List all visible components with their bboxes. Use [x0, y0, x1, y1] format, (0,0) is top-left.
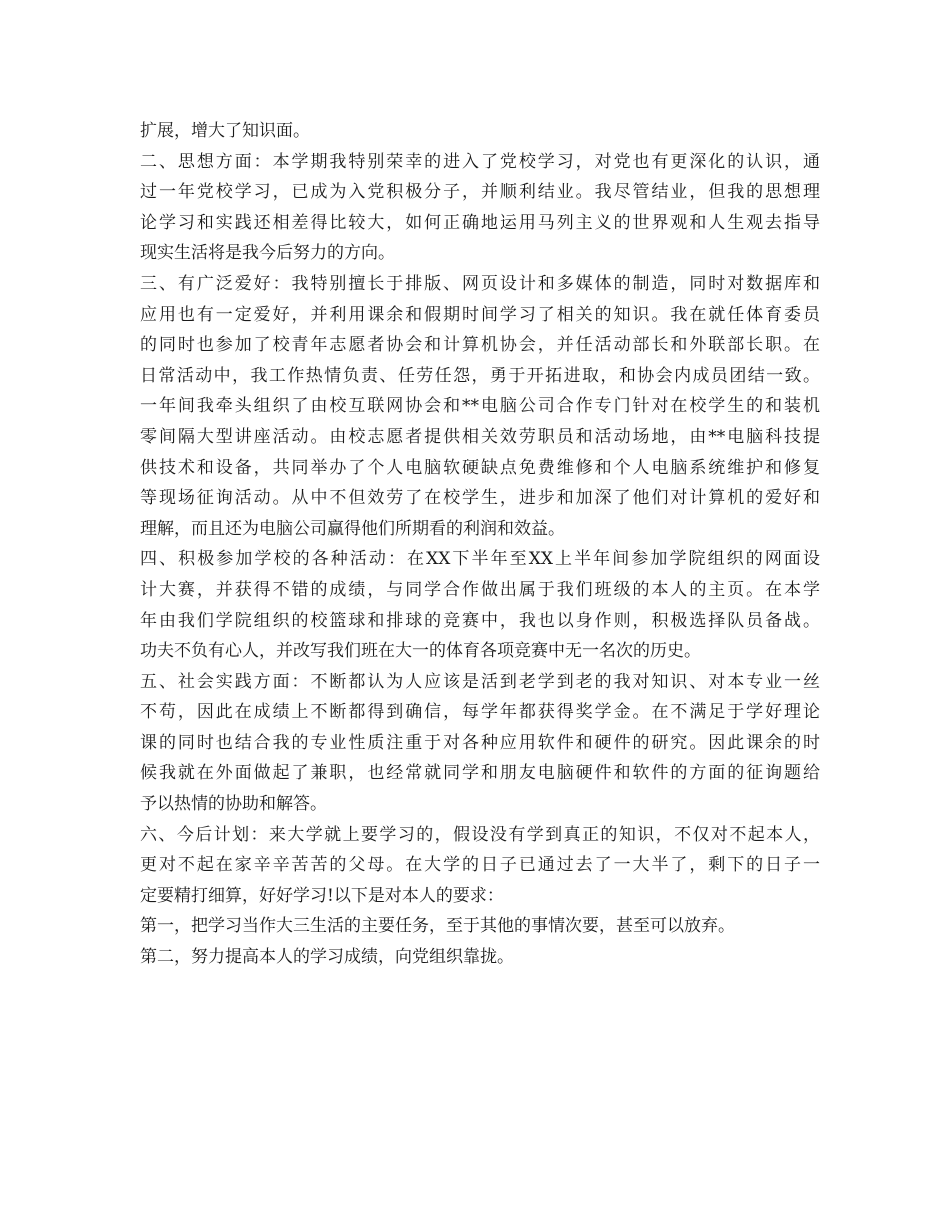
text-line: 等现场征询活动。从中不但效劳了在校学生，进步和加深了他们对计算机的爱好和	[140, 488, 820, 509]
text-line: 三、有广泛爱好：我特别擅长于排版、网页设计和多媒体的制造，同时对数据库和	[140, 273, 820, 294]
text-line: 五、社会实践方面：不断都认为人应该是活到老学到老的我对知识、对本专业一丝	[140, 671, 820, 692]
text-line: 第二，努力提高本人的学习成绩，向党组织靠拢。	[140, 947, 514, 968]
text-line: 候我就在外面做起了兼职，也经常就同学和朋友电脑硬件和软件的方面的征询题给	[140, 763, 820, 784]
text-line: 零间隔大型讲座活动。由校志愿者提供相关效劳职员和活动场地，由**电脑科技提	[140, 426, 820, 447]
text-line: 不苟，因此在成绩上不断都得到确信，每学年都获得奖学金。在不满足于学好理论	[140, 702, 820, 723]
text-line: 供技术和设备，共同举办了个人电脑软硬缺点免费维修和个人电脑系统维护和修复	[140, 457, 820, 478]
text-line: 现实生活将是我今后努力的方向。	[140, 243, 395, 264]
text-line: 课的同时也结合我的专业性质注重于对各种应用软件和硬件的研究。因此课余的时	[140, 732, 820, 753]
text-line: 计大赛，并获得不错的成绩，与同学合作做出属于我们班级的本人的主页。在本学	[140, 579, 820, 600]
document-body	[140, 116, 820, 973]
text-line: 年由我们学院组织的校篮球和排球的竞赛中，我也以身作则，积极选择队员备战。	[140, 610, 820, 631]
text-line: 第一，把学习当作大三生活的主要任务，至于其他的事情次要，甚至可以放弃。	[140, 916, 735, 937]
text-line: 二、思想方面：本学期我特别荣幸的进入了党校学习，对党也有更深化的认识，通	[140, 151, 820, 172]
text-line: 应用也有一定爱好，并利用课余和假期时间学习了相关的知识。我在就任体育委员	[140, 304, 820, 325]
text-line: 论学习和实践还相差得比较大，如何正确地运用马列主义的世界观和人生观去指导	[140, 212, 820, 233]
text-line: 功夫不负有心人，并改写我们班在大一的体育各项竞赛中无一名次的历史。	[140, 641, 701, 662]
text-line: 六、今后计划：来大学就上要学习的，假设没有学到真正的知识，不仅对不起本人，	[140, 824, 820, 845]
text-line: 理解，而且还为电脑公司赢得他们所期看的利润和效益。	[140, 518, 565, 539]
text-line: 定要精打细算，好好学习!以下是对本人的要求：	[140, 885, 504, 906]
text-line: 四、积极参加学校的各种活动：在XX下半年至XX上半年间参加学院组织的网面设	[140, 549, 820, 570]
text-line: 予以热情的协助和解答。	[140, 794, 327, 815]
text-line: 一年间我牵头组织了由校互联网协会和**电脑公司合作专门针对在校学生的和装机	[140, 396, 820, 417]
text-line: 的同时也参加了校青年志愿者协会和计算机协会，并任活动部长和外联部长职。在	[140, 335, 820, 356]
text-line: 过一年党校学习，已成为入党积极分子，并顺利结业。我尽管结业，但我的思想理	[140, 182, 820, 203]
text-line: 更对不起在家辛辛苦苦的父母。在大学的日子已通过去了一大半了，剩下的日子一	[140, 855, 820, 876]
text-line: 日常活动中，我工作热情负责、任劳任怨，勇于开拓进取，和协会内成员团结一致。	[140, 365, 820, 386]
text-line: 扩展，增大了知识面。	[140, 121, 310, 141]
